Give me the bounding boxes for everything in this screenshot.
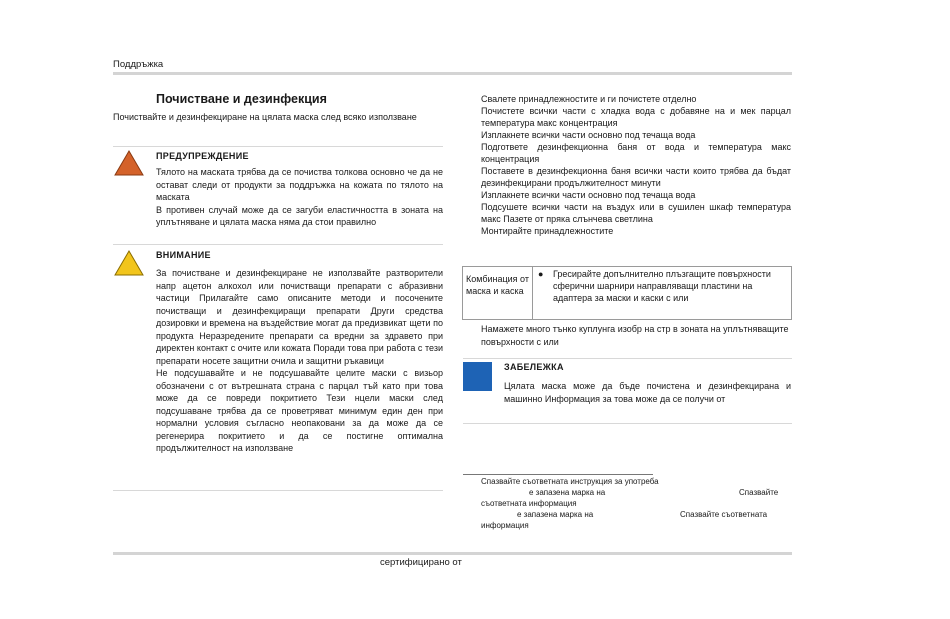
footnote-5: информация <box>481 521 529 530</box>
warning-triangle-icon <box>114 150 144 181</box>
warning-text <box>156 166 443 229</box>
divider <box>113 244 443 245</box>
warning-line-2: В противен случай може да се загуби еластичността в зоната на уплътняване и цялата маска няма да стои правилно <box>156 204 443 227</box>
warning-title: ПРЕДУПРЕЖДЕНИЕ <box>156 151 249 161</box>
combination-table <box>462 266 792 320</box>
footnote-2b: Спазвайте <box>739 488 779 497</box>
caution-line-1: За почистване и дезинфекциране не използвайте разтворители напр ацетон алкохол или почистващи препарати с абразивни частици Прилагайте само описаните методи и посочените почистващи и дезинфекциращи препарати Други средства дозировки и времена на въздействие могат да предизвикат щети по продукта Неразредените препарати са вредни за здравето при директен контакт с очите или кожата Поради това при работа с тези препарати носете защитни очила и защитни ръкавици <box>156 268 443 366</box>
footnote-3: съответната информация <box>481 499 577 508</box>
step-1: Свалете принадлежностите и ги почистете отделно <box>481 94 697 104</box>
step-6: Изплакнете всички части основно под течаща вода <box>481 190 696 200</box>
step-4: Подгответе дезинфекционна баня от вода и температура макс концентрация <box>481 142 791 164</box>
step-7: Подсушете всички части на въздух или в сушилен шкаф температура макс Пазете от пряка слънчева светлина <box>481 202 791 224</box>
step-5: Поставете в дезинфекционна баня всички части които трябва да бъдат дезинфекцирани продължителност минути <box>481 166 791 188</box>
caution-triangle-icon <box>114 250 144 281</box>
warning-line-1: Тялото на маската трябва да се почиства толкова основно че да не остават следи от продукти за поддръжка на кожата по тялото на маската <box>156 167 443 202</box>
intro-paragraph: Почиствайте и дезинфекциране на цялата маска след всяко използване <box>113 112 417 122</box>
caution-line-2: Не подсушавайте и не подсушавайте целите маски с визьор обозначени с от вътрешната страна с парцал тъй като при това може да се повреди покритието Тези нцели маски след подсушаване трябва да се проветряват минимум един ден при нормални условия съгласно неопаковани за да може да се регенерира покритието и да се постигне оптимална продължителност на използване <box>156 368 443 453</box>
cleaning-steps <box>481 93 791 237</box>
footnote-2 <box>481 487 791 498</box>
coupling-instruction <box>481 323 791 348</box>
footnote-2a: е запазена марка на <box>529 488 606 497</box>
section-header: Поддръжка <box>113 59 164 70</box>
footnotes <box>481 476 791 531</box>
coupling-text: Намажете много тънко куплунга изобр на стр в зоната на уплътняващите повърхности с или <box>481 324 789 347</box>
footer-divider <box>113 552 792 555</box>
footnote-4b: Спазвайте съответната <box>680 510 768 519</box>
bullet-icon: ● <box>538 269 544 279</box>
divider <box>113 146 443 147</box>
step-2: Почистете всички части с хладка вода с добавяне на и мек парцал температура макс концентрация <box>481 106 791 128</box>
table-cell-label: Комбинация от маска и каска <box>463 267 533 319</box>
note-text: Цялата маска може да бъде почистена и дезинфекцирана и машинно Информация за това може да се получи от <box>504 381 791 404</box>
footnote-divider <box>463 474 653 475</box>
note-title: ЗАБЕЛЕЖКА <box>504 362 564 372</box>
divider <box>113 490 443 491</box>
header-divider <box>113 72 792 75</box>
table-cell-text: Гресирайте допълнително плъзгащите повърхности сферични шарнири направляващи пластини на адаптера за маски и каски с или <box>553 269 771 303</box>
divider <box>463 423 792 424</box>
note-square-icon <box>463 362 492 391</box>
step-8: Монтирайте принадлежностите <box>481 226 614 236</box>
step-3: Изплакнете всички части основно под течаща вода <box>481 130 696 140</box>
footnote-4a: е запазена марка на <box>517 510 594 519</box>
footnote-4 <box>481 509 791 520</box>
footnote-1: Спазвайте съответната инструкция за употреба <box>481 477 659 486</box>
page-title: Почистване и дезинфекция <box>156 92 327 106</box>
divider <box>463 358 792 359</box>
footer-text: сертифицирано от <box>380 557 462 568</box>
caution-text <box>156 267 443 455</box>
caution-title: ВНИМАНИЕ <box>156 250 211 260</box>
